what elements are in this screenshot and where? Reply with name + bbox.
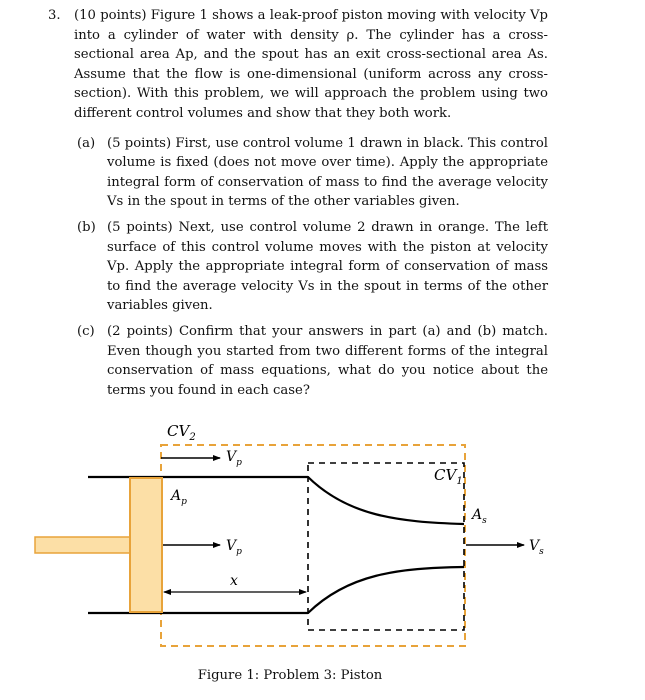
part-b-text: (5 points) Next, use control volume 2 drawn in orange. The left surface of this control volume moves with the piston at velocity Vp. Apply the appropriate integral form of conservation of mass to find the average velocity Vs in the spout in terms of the other variables given. (107, 219, 548, 314)
figure-caption: Figure 1: Problem 3: Piston (197, 668, 383, 683)
part-a-text: (5 points) First, use control volume 1 drawn in black. This control volume is fixed (does not move over time). Apply the appropriate integral form of conservation of mass to find the average velocity Vs in the spout in terms of the other variables given. (107, 135, 548, 210)
part-c-label: (c) (77, 323, 95, 339)
x-label: x (230, 573, 238, 589)
problem-parts (48, 134, 548, 401)
vs-label: $V_s$ (529, 538, 544, 557)
cv1-boundary (308, 463, 464, 630)
part-a-label: (a) (77, 135, 96, 151)
figure-piston-diagram (30, 420, 570, 660)
cv2-label: $CV_2$ (167, 422, 196, 443)
part-b (77, 218, 548, 316)
vp-top-label: $V_p$ (226, 449, 242, 468)
nozzle-top-curve (308, 477, 464, 524)
ap-label: $A_p$ (171, 488, 187, 507)
problem-3 (48, 6, 548, 406)
vp-mid-label: $V_p$ (226, 538, 242, 557)
piston-head (130, 478, 162, 612)
problem-statement: (10 points) Figure 1 shows a leak-proof piston moving with velocity Vp into a cylinder of water with density ρ. The cylinder has a cross-sectional area Ap, and the spout has an exit cross-sectional area As. Assume that the flow is one-dimensional (uniform across any cross-section). With this problem, we will approach the problem using two different control volumes and show that they both work. (74, 8, 548, 121)
cv1-label: $CV_1$ (434, 466, 463, 487)
part-a (77, 134, 548, 212)
part-b-label: (b) (77, 219, 96, 235)
piston-rod (35, 537, 131, 553)
nozzle-bottom-curve (308, 567, 464, 613)
part-c-text: (2 points) Confirm that your answers in part (a) and (b) match. Even though you started from two different forms of the integral conservation of mass equations, what do you notice about the terms you found in each case? (107, 323, 548, 398)
as-label: $A_s$ (472, 507, 487, 526)
part-c (77, 322, 548, 400)
problem-number: 3. (48, 8, 61, 23)
